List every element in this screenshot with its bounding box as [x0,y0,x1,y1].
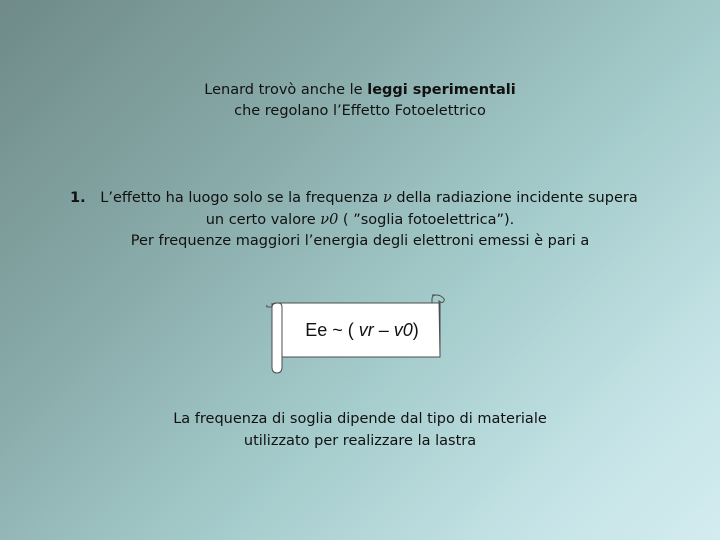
energy-formula [282,320,442,341]
point-line-2-a: un certo valore [205,211,321,228]
footer-note [0,409,720,452]
heading-prefix: Lenard trovò anche le [204,82,368,98]
formula-dash: – [373,320,394,340]
point-line-1-b: della radiazione incidente supera [391,190,638,206]
footer-line-1: La frequenza di soglia dipende dal tipo di materiale [173,411,547,427]
formula-suffix: ) [412,320,419,340]
point-line-2-b: ( ”soglia fotoelettrica”). [338,211,515,228]
footer-line-2: utilizzato per realizzare la lastra [243,432,477,449]
heading-bold-text: leggi sperimentali [367,82,516,98]
heading-line-1 [0,80,720,101]
point-line-1-a: L’effetto ha luogo solo se la frequenza [100,190,383,206]
numbered-point-1 [70,188,650,253]
point-number: 1. [70,190,86,206]
point-line-1 [70,188,650,210]
formula-vr: vr [358,320,374,340]
nu0-symbol: ν0 [320,211,339,228]
point-line-3: Per frequenze maggiori l’energia degli elettroni emessi è pari a [130,233,590,249]
point-line-2 [70,210,650,232]
formula-v0: v0 [393,320,413,340]
slide-heading [0,80,720,122]
nu-symbol: ν [382,190,392,206]
heading-line-2: che regolano l’Effetto Fotoelettrico [234,103,486,119]
formula-scroll [264,291,450,375]
formula-prefix: Ee ~ ( [305,320,359,340]
